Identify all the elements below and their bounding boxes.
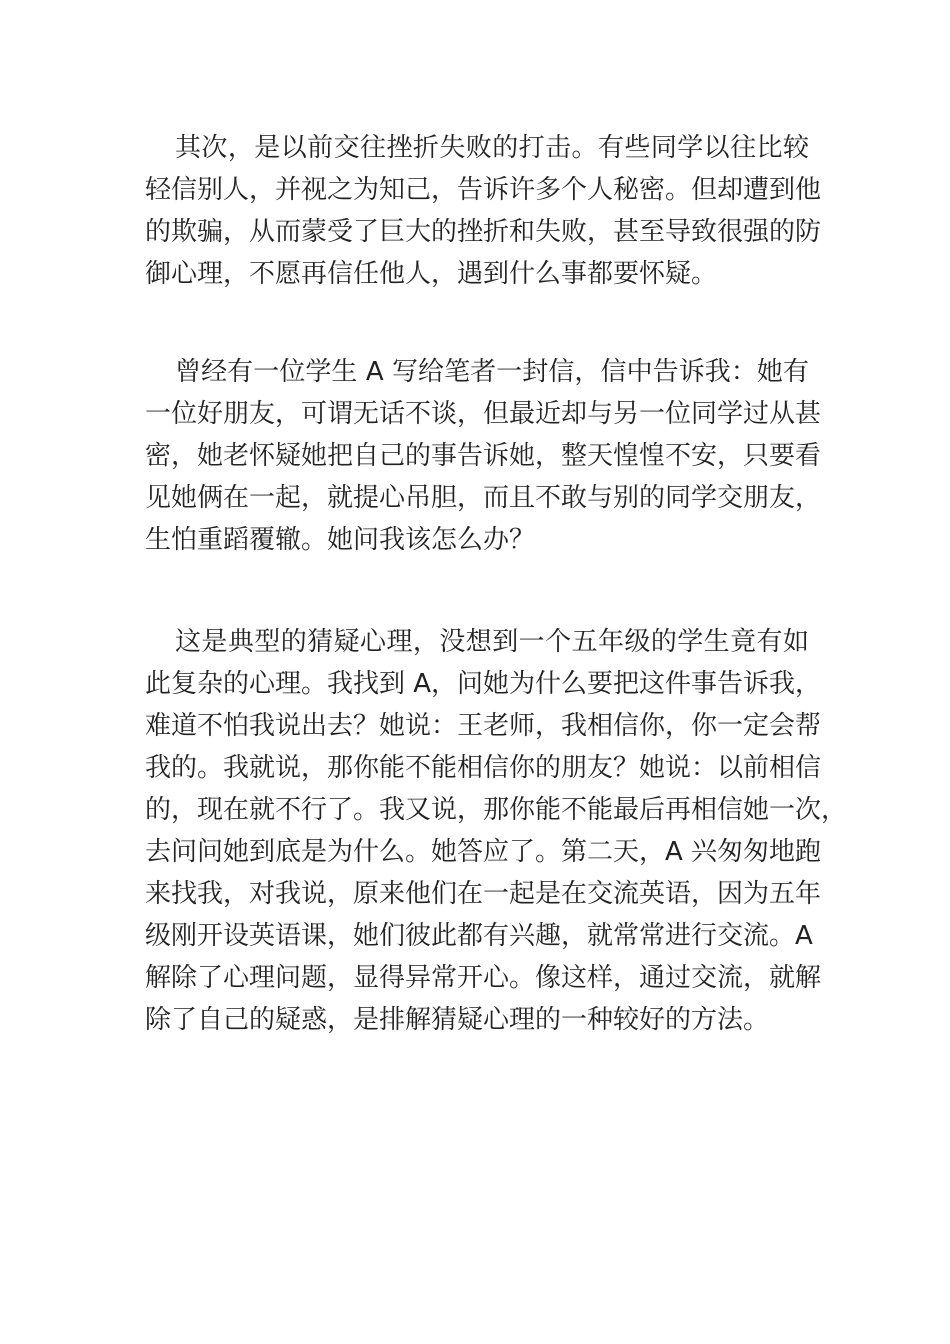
paragraph-3-line-8: 级刚开设英语课，她们彼此都有兴趣，就常常进行交流。A <box>145 921 813 951</box>
paragraph-3-line-9: 解除了心理问题，显得异常开心。像这样，通过交流，就解 <box>145 963 822 993</box>
paragraph-3-line-2: 此复杂的心理。我找到 A，问她为什么要把这件事告诉我， <box>145 669 822 699</box>
paragraph-1 <box>145 128 822 298</box>
paragraph-3-line-7: 来找我，对我说，原来他们在一起是在交流英语，因为五年 <box>145 879 822 909</box>
paragraph-3-line-1: 这是典型的猜疑心理，没想到一个五年级的学生竟有如 <box>175 627 809 657</box>
paragraph-2-line-4: 见她俩在一起，就提心吊胆，而且不敢与别的同学交朋友， <box>145 483 822 513</box>
paragraph-2-line-3: 密，她老怀疑她把自己的事告诉她，整天惶惶不安，只要看 <box>145 441 822 471</box>
paragraph-3-line-4: 我的。我就说，那你能不能相信你的朋友？她说：以前相信 <box>145 753 822 783</box>
paragraph-2-line-2: 一位好朋友，可谓无话不谈，但最近却与另一位同学过从甚 <box>145 399 822 429</box>
paragraph-3-line-6: 去问问她到底是为什么。她答应了。第二天，A 兴匆匆地跑 <box>145 837 822 867</box>
paragraph-1-line-1: 其次，是以前交往挫折失败的打击。有些同学以往比较 <box>175 133 809 163</box>
paragraph-1-line-3: 的欺骗，从而蒙受了巨大的挫折和失败，甚至导致很强的防 <box>145 217 822 247</box>
paragraph-2 <box>145 352 822 564</box>
paragraph-3-line-3: 难道不怕我说出去？她说：王老师，我相信你，你一定会帮 <box>145 711 822 741</box>
paragraph-3-line-5: 的，现在就不行了。我又说，那你能不能最后再相信她一次， <box>145 795 848 825</box>
paragraph-2-line-1: 曾经有一位学生 A 写给笔者一封信，信中告诉我：她有 <box>175 357 809 387</box>
paragraph-3 <box>145 622 848 1044</box>
paragraph-1-line-4: 御心理，不愿再信任他人，遇到什么事都要怀疑。 <box>145 259 718 289</box>
paragraph-2-line-5: 生怕重蹈覆辙。她问我该怎么办？ <box>145 525 536 555</box>
paragraph-3-line-10: 除了自己的疑惑，是排解猜疑心理的一种较好的方法。 <box>145 1005 770 1035</box>
paragraph-1-line-2: 轻信别人，并视之为知己，告诉许多个人秘密。但却遭到他 <box>145 175 822 205</box>
